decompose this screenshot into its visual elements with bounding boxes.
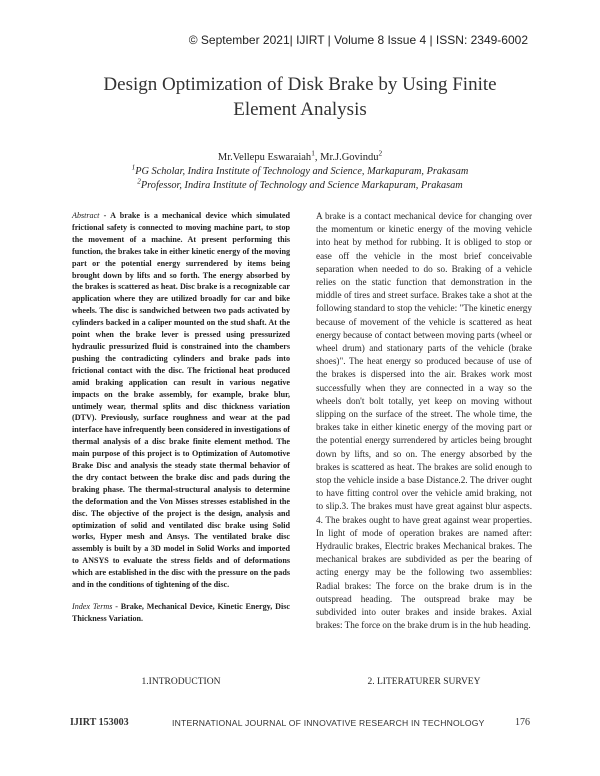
author-block — [0, 148, 600, 193]
affiliation-1-text: PG Scholar, Indira Institute of Technology and Science, Markapuram, Prakasam — [135, 166, 469, 177]
author-1: Mr.Vellepu Eswaraiah — [217, 152, 312, 163]
body-paragraph: A brake is a contact mechanical device for changing over the momentum or kinetic energy of the moving vehicle into heat by method for rubbing. It is obliged to stop or ease off the vehicle in the most brief conceivable separation when needed to do so. Braking of a vehicle relies on the static function that demonstration in the middle of tires and street surface. Brakes take a shot at the following standard to stop the vehicle: "The kinetic energy because of movement of the vehicle is scattered as heat energy because of contact between moving parts (wheel or wheel drum) and stationary parts of the vehicle (brake shoes)". The heat energy so produced because of use of the brakes is dispersed into the air. Brakes work most successfully when they are connected in a way so the wheels don't bolt totally, yet keep on moving without slipping on the surface of the street. The whole time, the brakes take in either kinetic energy of the moving part or the potential energy surrendered by articles being brought down by lifts, and so on. The energy absorbed by the brakes is scattered as heat. The brakes are solid enough to stop the vehicle inside a base Distance.2. The driver ought to have fitting control over the vehicle amid braking, not to slip.3. The brakes must have great against blur aspects. 4. The brakes ought to have great against wear properties. In light of mode of operation brakes are named after: Hydraulic brakes, Electric brakes Mechanical brakes. The mechanical brakes are subdivided as per the bearing of acting energy may be the following two assemblies: Radial brakes: The force on the brake drum is in the outspread heading. The outspread brake may be subdivided into outer brakes and inside brakes. Axial brakes: The force on the brake drum is in the hub heading. — [316, 211, 532, 631]
index-terms-label: Index Terms — [72, 602, 113, 611]
title-line-2: Element Analysis — [233, 99, 367, 120]
section-heading-introduction: 1.INTRODUCTION — [141, 677, 221, 687]
section-heading-literature-survey: 2. LITERATURER SURVEY — [367, 677, 481, 687]
affiliation-2-sup: 2 — [137, 177, 141, 186]
author-2-sup: 2 — [378, 148, 383, 158]
affiliation-1 — [0, 165, 600, 179]
affiliation-1-sup: 1 — [131, 163, 136, 172]
author-names — [0, 148, 600, 165]
paper-title — [0, 72, 600, 122]
index-terms-paragraph — [72, 601, 290, 625]
author-1-sup: 1 — [311, 148, 315, 158]
index-terms-text: - Brake, Mechanical Device, Kinetic Energy, Disc Thickness Variation. — [72, 602, 290, 623]
page-number: 176 — [515, 717, 530, 728]
abstract-paragraph — [72, 210, 290, 591]
author-separator: , Mr.J.Govindu — [314, 152, 379, 163]
footer-journal-name: INTERNATIONAL JOURNAL OF INNOVATIVE RESEARCH IN TECHNOLOGY — [172, 718, 485, 728]
journal-header: © September 2021| IJIRT | Volume 8 Issue 4 | ISSN: 2349-6002 — [188, 33, 528, 47]
footer-paper-id: IJIRT 153003 — [70, 717, 129, 728]
affiliation-2 — [0, 179, 600, 193]
abstract-text: - A brake is a mechanical device which simulated frictional safety is connected to moving machine part, to stop the movement of a machine. At present performing this function, the brakes take in either kinetic energy of the moving part or the potential energy surrendered by items being brought down by lifts and so forth. The energy absorbed by the brakes is scattered as heat. Disc brake is a recognizable car application where they are utilized broadly for car and bike wheels. The disc is sandwiched between two pads activated by cylinders backed in a caliper mounted on the stud shaft. At the point when the brake lever is pressed using pressurized hydraulic pressurized fluid is constrained into the chambers pushing the contradicting cylinders and brake pads into frictional contact with the disc. The frictional heat produced amid braking application can result in various negative impacts on the brake assembly, for example, brake blur, untimely wear, thermal splits and disc thickness variation (DTV). Previously, surface roughness and wear at the pad interface have infrequently been considered in investigations of thermal analysis of a disc brake finite element method. The main purpose of this project is to Optimization of Automotive Brake Disc and analysis the steady state thermal behavior of the dry contact between the brake disc and pads during the braking phase. The thermal-structural analysis to determine the deformation and the Von Misses stresses established in the disc. The objective of the project is the design, analysis and optimization of solid and ventilated disc brake using Solid works, Hyper mesh and Ansys. The ventilated brake disc assembly is built by a 3D model in Solid Works and imported to ANSYS to evaluate the stress fields and of deformations which are established in the disc with the pressure on the pads and in the conditions of tightening of the disc. — [72, 211, 290, 590]
title-line-1: Design Optimization of Disk Brake by Using Finite — [103, 74, 497, 95]
right-column — [316, 210, 532, 633]
affiliation-2-text: Professor, Indira Institute of Technology and Science Markapuram, Prakasam — [140, 180, 463, 191]
abstract-label: Abstract — [72, 211, 100, 220]
left-column — [72, 210, 290, 625]
